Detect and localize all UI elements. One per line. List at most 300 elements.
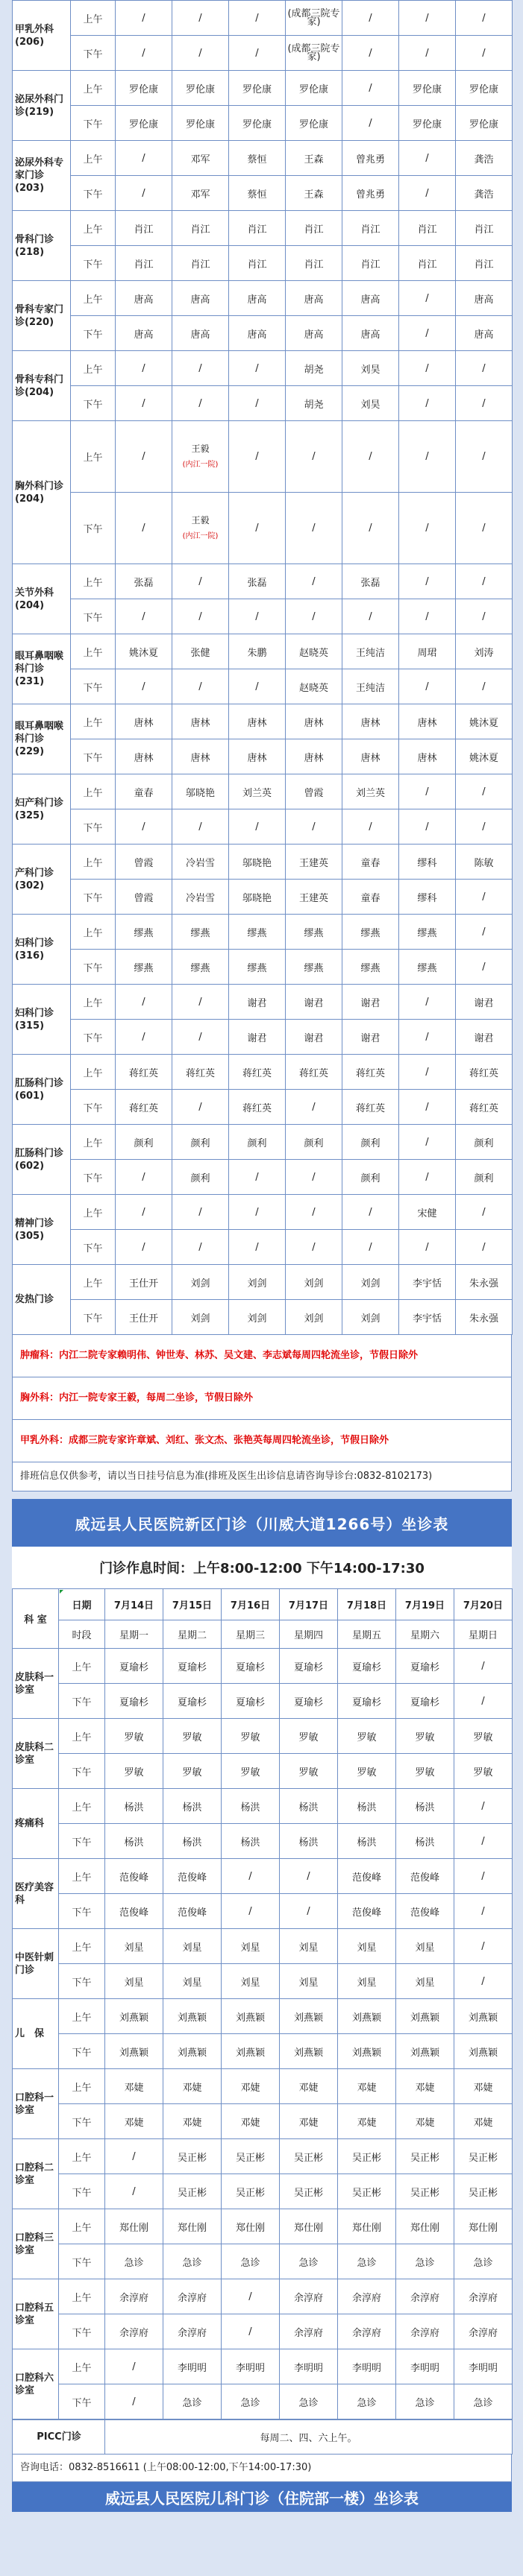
schedule-cell: 刘兰英 [229, 774, 286, 809]
schedule-cell: 杨洪 [163, 1789, 222, 1824]
schedule-row [13, 1020, 513, 1055]
schedule-cell: / [116, 1160, 172, 1195]
header-date: 7月20日 [454, 1589, 513, 1620]
schedule-cell: 刘剑 [286, 1300, 342, 1335]
schedule-cell: 杨洪 [338, 1789, 396, 1824]
schedule-cell: / [222, 2314, 280, 2349]
schedule-cell: / [116, 1020, 172, 1055]
header-date: 7月14日 [105, 1589, 163, 1620]
schedule-cell: 肖江 [116, 211, 172, 246]
schedule-cell: / [399, 351, 456, 386]
schedule-row [13, 1, 513, 36]
schedule-cell: / [229, 599, 286, 634]
schedule-row [13, 1929, 513, 1964]
schedule-cell: / [342, 421, 399, 493]
schedule-row [13, 386, 513, 421]
schedule-row [13, 1125, 513, 1160]
schedule-cell: 谢君 [286, 1020, 342, 1055]
schedule-cell: 李明明 [163, 2349, 222, 2384]
header-date: 7月18日 [338, 1589, 396, 1620]
schedule-cell: / [399, 141, 456, 176]
schedule-cell: / [172, 351, 229, 386]
schedule-cell: / [456, 351, 513, 386]
schedule-cell: 颜利 [229, 1125, 286, 1160]
schedule-cell: 缪燕 [286, 950, 342, 985]
schedule-row [13, 1055, 513, 1090]
schedule-cell: 缪燕 [172, 915, 229, 950]
department-name: 口腔科二诊室 [13, 2139, 59, 2209]
schedule-cell: / [342, 1195, 399, 1230]
schedule-cell: 曾兆勇 [342, 176, 399, 211]
schedule-cell: 郑仕刚 [338, 2209, 396, 2244]
header-weekday: 星期二 [163, 1620, 222, 1649]
period-label: 下午 [59, 1894, 105, 1929]
schedule-cell: 郑仕刚 [280, 2209, 338, 2244]
header-weekday: 星期三 [222, 1620, 280, 1649]
schedule-cell: 邓军 [172, 141, 229, 176]
doctor-name: 王毅 [191, 514, 210, 525]
schedule-cell: 邓军 [172, 176, 229, 211]
period-label: 上午 [71, 704, 116, 739]
notes-section [12, 1335, 512, 1462]
schedule-cell: 急诊 [338, 2244, 396, 2279]
schedule-cell: 邓婕 [280, 2069, 338, 2104]
schedule-cell: 杨洪 [280, 1789, 338, 1824]
schedule-cell: 范俊峰 [338, 1894, 396, 1929]
schedule-cell: / [399, 1160, 456, 1195]
schedule-cell: 蒋红英 [116, 1055, 172, 1090]
schedule-cell: 罗伦康 [172, 71, 229, 106]
picc-row [13, 2420, 513, 2455]
schedule-cell: 罗伦康 [286, 71, 342, 106]
schedule-cell: / [456, 1195, 513, 1230]
schedule-cell: 颜利 [116, 1125, 172, 1160]
schedule-cell: / [172, 1020, 229, 1055]
schedule-cell: 刘星 [338, 1964, 396, 1999]
schedule-cell: / [229, 809, 286, 845]
schedule-cell: 急诊 [280, 2384, 338, 2419]
schedule-row [13, 1649, 513, 1684]
header-weekday: 星期一 [105, 1620, 163, 1649]
schedule-cell: 郑仕刚 [105, 2209, 163, 2244]
schedule-row [13, 1719, 513, 1754]
department-name: 骨科专家门诊(220) [13, 281, 71, 351]
schedule-cell: / [342, 493, 399, 564]
schedule-cell: / [172, 1230, 229, 1265]
period-label: 上午 [71, 634, 116, 669]
schedule-row [13, 1964, 513, 1999]
schedule-cell: 罗伦康 [172, 106, 229, 141]
schedule-cell: 罗敏 [454, 1719, 513, 1754]
schedule-row [13, 2279, 513, 2314]
schedule-cell: 缪科 [399, 880, 456, 915]
schedule-row [13, 1754, 513, 1789]
schedule-cell: 吴正彬 [454, 2139, 513, 2174]
period-label: 下午 [71, 36, 116, 71]
schedule-row [13, 351, 513, 386]
schedule-cell: / [454, 1649, 513, 1684]
schedule-cell: 吴正彬 [163, 2139, 222, 2174]
schedule-cell: 朱永强 [456, 1300, 513, 1335]
department-name: 疼痛科 [13, 1789, 59, 1859]
schedule-cell: / [342, 1, 399, 36]
schedule-cell: / [399, 1125, 456, 1160]
schedule-cell: 罗伦康 [286, 106, 342, 141]
schedule-cell: 余淳府 [396, 2314, 454, 2349]
schedule-cell: / [454, 1824, 513, 1859]
schedule-cell: 急诊 [163, 2384, 222, 2419]
schedule-cell: / [229, 421, 286, 493]
schedule-cell: 张健 [172, 634, 229, 669]
period-label: 上午 [71, 351, 116, 386]
schedule-cell: 急诊 [105, 2244, 163, 2279]
schedule-cell: / [399, 1, 456, 36]
schedule-cell: / [399, 599, 456, 634]
schedule-cell: 刘昊 [342, 386, 399, 421]
schedule-cell: 刘星 [280, 1929, 338, 1964]
schedule-cell: 余淳府 [105, 2314, 163, 2349]
schedule-cell: 王森 [286, 176, 342, 211]
schedule-cell: 杨洪 [163, 1824, 222, 1859]
period-label: 下午 [71, 599, 116, 634]
schedule-cell: 范俊峰 [105, 1894, 163, 1929]
department-name: 妇科门诊(315) [13, 985, 71, 1055]
period-label: 上午 [71, 421, 116, 493]
schedule-cell: 唐高 [229, 316, 286, 351]
schedule-cell: 肖江 [456, 246, 513, 281]
picc-dept: PICC门诊 [13, 2420, 105, 2455]
period-label: 上午 [59, 1789, 105, 1824]
schedule-row [13, 1195, 513, 1230]
period-label: 上午 [71, 564, 116, 599]
schedule-cell: 唐高 [456, 316, 513, 351]
schedule-cell: 缪燕 [286, 915, 342, 950]
schedule-cell: 肖江 [229, 211, 286, 246]
schedule-cell: / [222, 1894, 280, 1929]
schedule-cell: / [229, 386, 286, 421]
header-date: 7月15日 [163, 1589, 222, 1620]
schedule-cell: 唐林 [229, 704, 286, 739]
period-label: 上午 [59, 2279, 105, 2314]
period-label: 下午 [59, 2314, 105, 2349]
schedule-cell: 李宇恬 [399, 1265, 456, 1300]
schedule-cell: 邓婕 [222, 2104, 280, 2139]
schedule-cell: 颜利 [456, 1160, 513, 1195]
schedule-row [13, 1894, 513, 1929]
schedule-cell: 罗伦康 [116, 106, 172, 141]
schedule-cell: 谢君 [456, 985, 513, 1020]
schedule-cell: 缪燕 [229, 915, 286, 950]
schedule-cell: 唐林 [286, 739, 342, 774]
schedule-cell: 刘燕颖 [454, 1999, 513, 2034]
schedule-row [13, 2104, 513, 2139]
schedule-cell: / [116, 1, 172, 36]
schedule-cell: 罗伦康 [399, 71, 456, 106]
schedule-cell: / [399, 421, 456, 493]
schedule-cell: / [116, 1230, 172, 1265]
schedule-cell: 郑仕刚 [163, 2209, 222, 2244]
schedule-cell: 刘剑 [342, 1265, 399, 1300]
schedule-cell: / [454, 1929, 513, 1964]
schedule-cell: / [456, 950, 513, 985]
period-label: 上午 [59, 1929, 105, 1964]
schedule-cell: / [456, 599, 513, 634]
schedule-cell: 郑仕刚 [222, 2209, 280, 2244]
schedule-cell: / [454, 1894, 513, 1929]
schedule-cell: 童春 [342, 845, 399, 880]
schedule-cell: 刘星 [396, 1964, 454, 1999]
period-label: 下午 [59, 2244, 105, 2279]
header-row-dates [13, 1589, 513, 1620]
schedule-cell: / [286, 1230, 342, 1265]
schedule-cell: 李明明 [454, 2349, 513, 2384]
schedule-row [13, 176, 513, 211]
schedule-cell: / [454, 1789, 513, 1824]
schedule-cell: 蒋红英 [342, 1055, 399, 1090]
schedule-cell: 罗伦康 [456, 106, 513, 141]
schedule-cell: / [116, 1195, 172, 1230]
period-label: 下午 [71, 386, 116, 421]
schedule-cell: / [399, 1090, 456, 1125]
schedule-row [13, 809, 513, 845]
schedule-cell: / [399, 809, 456, 845]
schedule-cell: 刘星 [163, 1964, 222, 1999]
schedule-cell: 急诊 [163, 2244, 222, 2279]
schedule-cell: 缪燕 [172, 950, 229, 985]
header-weekday: 星期四 [280, 1620, 338, 1649]
schedule-cell: 李明明 [280, 2349, 338, 2384]
schedule-row [13, 950, 513, 985]
schedule-cell: 刘燕颖 [454, 2034, 513, 2069]
schedule-cell: 颜利 [286, 1125, 342, 1160]
schedule-cell: 刘燕颖 [396, 2034, 454, 2069]
schedule-cell: / [399, 1055, 456, 1090]
period-label: 上午 [59, 1999, 105, 2034]
schedule-cell: 胡尧 [286, 386, 342, 421]
schedule-cell: / [229, 1, 286, 36]
schedule-cell: 唐高 [286, 281, 342, 316]
schedule-cell: 邓婕 [105, 2104, 163, 2139]
schedule-row [13, 1789, 513, 1824]
period-label: 上午 [71, 1125, 116, 1160]
schedule-cell: 刘燕颖 [338, 2034, 396, 2069]
schedule-cell: 姚沐夏 [456, 704, 513, 739]
schedule-cell: 唐高 [286, 316, 342, 351]
schedule-wrapper [12, 0, 512, 2512]
schedule-cell: 赵晓英 [286, 669, 342, 704]
schedule-cell: 杨洪 [280, 1824, 338, 1859]
schedule-cell: / [172, 599, 229, 634]
department-name: 精神门诊(305) [13, 1195, 71, 1265]
schedule-cell: 夏瑜杉 [338, 1684, 396, 1719]
schedule-cell: 肖江 [399, 211, 456, 246]
period-label: 上午 [71, 774, 116, 809]
period-label: 上午 [71, 1055, 116, 1090]
schedule-row [13, 1859, 513, 1894]
schedule-cell: 急诊 [396, 2244, 454, 2279]
department-name: 泌尿外科专家门诊(203) [13, 141, 71, 211]
schedule-cell: 吴正彬 [280, 2174, 338, 2209]
schedule-cell: 罗伦康 [229, 106, 286, 141]
schedule-cell: 刘燕颖 [222, 1999, 280, 2034]
department-name: 骨科门诊(218) [13, 211, 71, 281]
schedule-cell: 谢君 [286, 985, 342, 1020]
schedule-cell: 唐林 [399, 739, 456, 774]
period-label: 上午 [59, 2069, 105, 2104]
schedule-cell: 李宇恬 [399, 1300, 456, 1335]
schedule-cell: / [456, 493, 513, 564]
schedule-row [13, 211, 513, 246]
schedule-cell: 夏瑜杉 [163, 1649, 222, 1684]
schedule-cell: / [105, 2174, 163, 2209]
schedule-cell: / [342, 1230, 399, 1265]
opening-hours: 门诊作息时间：上午8:00-12:00 下午14:00-17:30 [12, 1547, 512, 1588]
schedule-cell: 朱鹏 [229, 634, 286, 669]
schedule-cell: 余淳府 [280, 2279, 338, 2314]
schedule-cell: 缪燕 [229, 950, 286, 985]
schedule-cell: 李明明 [338, 2349, 396, 2384]
header-shiduan: 时段 [59, 1620, 105, 1649]
schedule-cell: 龚浩 [456, 176, 513, 211]
department-name: 胸外科门诊(204) [13, 421, 71, 564]
schedule-cell: / [172, 985, 229, 1020]
schedule-row [13, 2349, 513, 2384]
department-name: 妇产科门诊(325) [13, 774, 71, 845]
schedule-cell: 蒋红英 [456, 1055, 513, 1090]
schedule-cell: 罗伦康 [456, 71, 513, 106]
schedule-cell: 王纯洁 [342, 669, 399, 704]
picc-text: 每周二、四、六上午。 [105, 2420, 513, 2455]
schedule-cell: 邓婕 [454, 2104, 513, 2139]
schedule-cell: 吴正彬 [280, 2139, 338, 2174]
schedule-row [13, 1824, 513, 1859]
schedule-cell: 夏瑜杉 [396, 1684, 454, 1719]
schedule-cell: 吴正彬 [396, 2139, 454, 2174]
schedule-row [13, 880, 513, 915]
schedule-cell: / [229, 36, 286, 71]
schedule-cell: / [399, 386, 456, 421]
schedule-cell: 龚浩 [456, 141, 513, 176]
schedule-cell: / [105, 2139, 163, 2174]
schedule-cell: 刘星 [280, 1964, 338, 1999]
schedule-cell: 李明明 [396, 2349, 454, 2384]
schedule-row [13, 915, 513, 950]
schedule-cell: 唐林 [172, 704, 229, 739]
schedule-cell: 刘星 [163, 1929, 222, 1964]
schedule-cell: 余淳府 [454, 2314, 513, 2349]
schedule-cell: (成都三院专家) [286, 1, 342, 36]
schedule-cell: 王仕开 [116, 1300, 172, 1335]
schedule-cell: 唐高 [116, 316, 172, 351]
schedule-cell: 蔡恒 [229, 141, 286, 176]
schedule-cell: 邬晓艳 [172, 774, 229, 809]
schedule-cell: 唐高 [456, 281, 513, 316]
schedule-cell: 余淳府 [163, 2314, 222, 2349]
header-date: 7月16日 [222, 1589, 280, 1620]
schedule-row [13, 985, 513, 1020]
schedule-cell: / [286, 599, 342, 634]
period-label: 上午 [59, 2349, 105, 2384]
schedule-cell: 蒋红英 [116, 1090, 172, 1125]
schedule-cell: 冷岩雪 [172, 880, 229, 915]
schedule-cell: 刘燕颖 [280, 1999, 338, 2034]
schedule-cell: 邓婕 [338, 2104, 396, 2139]
schedule-cell: / [280, 1894, 338, 1929]
period-label: 上午 [71, 141, 116, 176]
schedule-cell: 颜利 [172, 1125, 229, 1160]
header-weekday: 星期六 [396, 1620, 454, 1649]
schedule-cell: 杨洪 [396, 1789, 454, 1824]
department-name: 口腔科一诊室 [13, 2069, 59, 2139]
schedule-cell [172, 493, 229, 564]
department-name: 发热门诊 [13, 1265, 71, 1335]
schedule-cell: 罗伦康 [116, 71, 172, 106]
special-note: 甲乳外科：成都三院专家许章斌、刘红、张文杰、张艳英每周四轮流坐诊，节假日除外 [12, 1420, 512, 1462]
schedule-cell: 夏瑜杉 [396, 1649, 454, 1684]
schedule-cell: / [116, 809, 172, 845]
header-weekday: 星期日 [454, 1620, 513, 1649]
schedule-cell: 唐高 [342, 281, 399, 316]
schedule-row [13, 845, 513, 880]
department-name: 中医针刺门诊 [13, 1929, 59, 1999]
schedule-cell: 肖江 [342, 246, 399, 281]
schedule-cell: / [280, 1859, 338, 1894]
period-label: 上午 [71, 985, 116, 1020]
schedule-cell: 吴正彬 [338, 2139, 396, 2174]
special-note: 肿瘤科：内江二院专家赖明伟、钟世寿、林苏、吴文建、李志斌每周四轮流坐诊，节假日除外 [12, 1335, 512, 1377]
schedule-cell: 刘燕颖 [105, 1999, 163, 2034]
schedule-cell: / [399, 281, 456, 316]
schedule-cell: 宋健 [399, 1195, 456, 1230]
department-name: 口腔科五诊室 [13, 2279, 59, 2349]
schedule-cell: 范俊峰 [338, 1859, 396, 1894]
schedule-cell: 缪燕 [116, 950, 172, 985]
schedule-cell: 刘剑 [229, 1300, 286, 1335]
schedule-cell: / [399, 564, 456, 599]
period-label: 上午 [71, 71, 116, 106]
schedule-cell: 罗敏 [338, 1719, 396, 1754]
schedule-cell: 罗伦康 [399, 106, 456, 141]
schedule-cell: / [399, 774, 456, 809]
schedule-cell: / [116, 386, 172, 421]
period-label: 下午 [71, 1300, 116, 1335]
schedule-cell: 肖江 [286, 246, 342, 281]
period-label: 上午 [71, 845, 116, 880]
schedule-cell: 曾兆勇 [342, 141, 399, 176]
schedule-cell: 罗敏 [105, 1754, 163, 1789]
schedule-cell: 王建英 [286, 845, 342, 880]
schedule-cell: 曾霞 [116, 880, 172, 915]
schedule-row [13, 2244, 513, 2279]
schedule-cell: 刘燕颖 [105, 2034, 163, 2069]
schedule-cell: 余淳府 [105, 2279, 163, 2314]
schedule-cell: 肖江 [399, 246, 456, 281]
schedule-cell: 肖江 [172, 211, 229, 246]
schedule-cell: / [222, 1859, 280, 1894]
schedule-cell: 急诊 [454, 2244, 513, 2279]
schedule-cell: / [172, 1195, 229, 1230]
schedule-cell: 王森 [286, 141, 342, 176]
header-riqi: 日期 [59, 1589, 105, 1620]
schedule-cell: 罗敏 [396, 1719, 454, 1754]
schedule-cell: / [116, 351, 172, 386]
schedule-cell: 谢君 [342, 985, 399, 1020]
schedule-cell: 范俊峰 [396, 1859, 454, 1894]
schedule-cell: / [342, 106, 399, 141]
schedule-cell: 夏瑜杉 [280, 1684, 338, 1719]
schedule-cell: 范俊峰 [396, 1894, 454, 1929]
schedule-cell: 谢君 [456, 1020, 513, 1055]
